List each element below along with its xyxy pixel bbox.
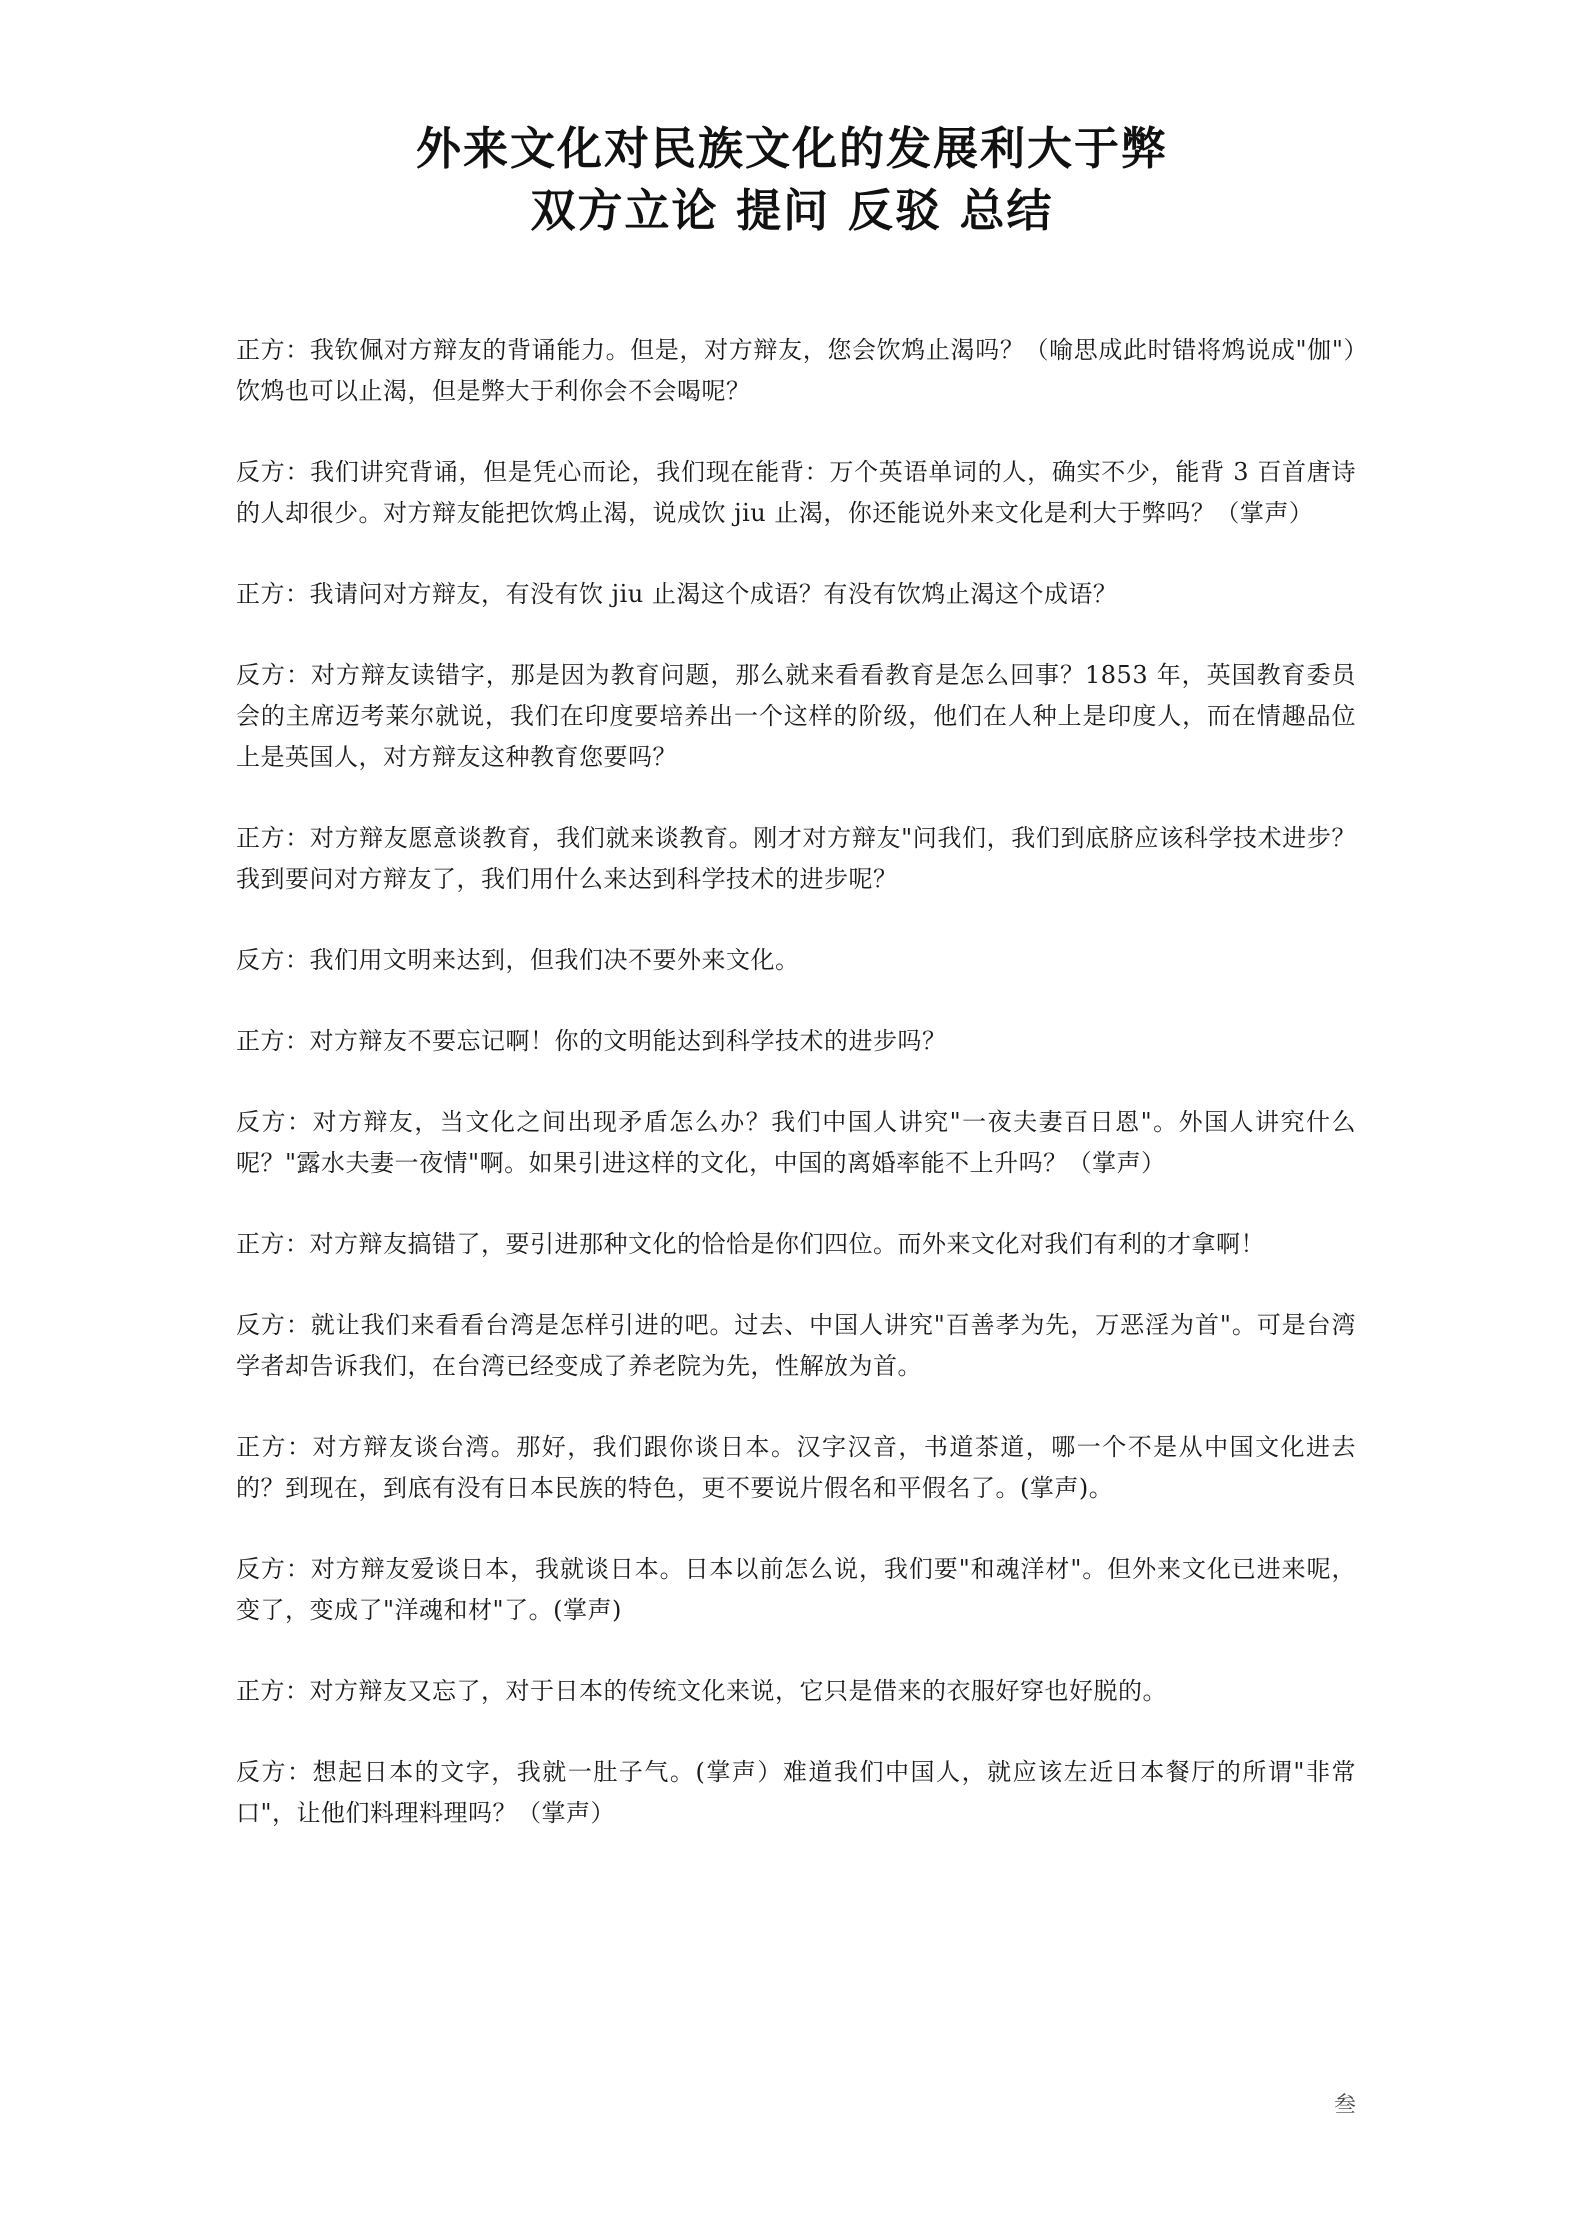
paragraph-text: 我钦佩对方辩友的背诵能力。但是，对方辩友，您会饮鸩止渴吗？（喻思成此时错将鸩说成"伽"）饮鸩也可以止渴，但是弊大于利你会不会喝呢？ [236,336,1356,405]
paragraph-text: 想起日本的文字，我就一肚子气。(掌声）难道我们中国人，就应该左近日本餐厅的所谓"非常口"，让他们料理料理吗？（掌声） [236,1758,1356,1827]
paragraph-text: 对方辩友不要忘记啊！你的文明能达到科学技术的进步吗？ [309,1027,947,1055]
paragraph-text: 对方辩友谈台湾。那好，我们跟你谈日本。汉字汉音，书道茶道，哪一个不是从中国文化进去的？到现在，到底有没有日本民族的特色，更不要说片假名和平假名了。(掌声)。 [236,1433,1357,1502]
title-line-1: 外来文化对民族文化的发展利大于弊 [415,122,1168,175]
paragraph-2 [236,452,1356,534]
paragraph-text: 对方辩友爱谈日本，我就谈日本。日本以前怎么说，我们要"和魂洋材"。但外来文化已进来呢，变了，变成了"洋魂和材"了。(掌声) [236,1555,1357,1624]
paragraph-3 [236,574,1356,615]
paragraph-text: 对方辩友又忘了，对于日本的传统文化来说，它只是借来的衣服好穿也好脱的。 [309,1677,1167,1705]
speaker-label: 正方： [236,580,310,608]
paragraph-8 [236,1102,1356,1184]
speaker-label: 正方： [236,1677,310,1705]
title-line-2: 双方立论 提问 反驳 总结 [530,184,1054,237]
paragraph-4 [236,655,1356,778]
paragraph-10 [236,1305,1356,1387]
paragraph-text: 对方辩友，当文化之间出现矛盾怎么办？我们中国人讲究"一夜夫妻百日恩"。外国人讲究什么呢？"露水夫妻一夜情"啊。如果引进这样的文化，中国的离婚率能不上升吗？（掌声） [236,1108,1357,1177]
paragraph-text: 对方辩友愿意谈教育，我们就来谈教育。刚才对方辩友"问我们，我们到底脐应该科学技术进步？我到要问对方辩友了，我们用什么来达到科学技术的进步呢？ [236,824,1356,893]
paragraph-1 [236,330,1356,412]
paragraph-14 [236,1752,1356,1834]
speaker-label: 反方： [236,1311,311,1339]
speaker-label: 正方： [236,1027,310,1055]
paragraph-text: 对方辩友读错字，那是因为教育问题，那么就来看看教育是怎么回事？1853 年，英国教育委员会的主席迈考莱尔就说，我们在印度要培养出一个这样的阶级，他们在人种上是印度人，而在情趣品位上是英国人，对方辩友这种教育您要吗？ [236,661,1356,771]
speaker-label: 反方： [236,661,311,689]
speaker-label: 反方： [236,458,311,486]
paragraph-11 [236,1427,1356,1509]
paragraph-6 [236,940,1356,981]
paragraph-12 [236,1549,1356,1631]
speaker-label: 反方： [236,1758,313,1786]
document-title [0,118,1584,242]
paragraph-5 [236,818,1356,900]
paragraph-text: 我请问对方辩友，有没有饮 jiu 止渴这个成语？有没有饮鸩止渴这个成语？ [309,580,1118,608]
speaker-label: 正方： [236,336,310,364]
speaker-label: 反方： [236,946,310,974]
speaker-label: 正方： [236,824,310,852]
paragraph-13 [236,1671,1356,1712]
debate-transcript [236,330,1356,1874]
page-number: 叁 [1334,2093,1357,2118]
paragraph-text: 我们用文明来达到，但我们决不要外来文化。 [309,946,800,974]
paragraph-text: 我们讲究背诵，但是凭心而论，我们现在能背：万个英语单词的人，确实不少，能背 3 百首唐诗的人却很少。对方辩友能把饮鸩止渴，说成饮 jiu 止渴，你还能说外来文化是利大于弊吗？（掌声） [236,458,1357,527]
speaker-label: 反方： [236,1555,311,1583]
paragraph-9 [236,1224,1356,1265]
speaker-label: 反方： [236,1108,313,1136]
paragraph-text: 对方辩友搞错了，要引进那种文化的恰恰是你们四位。而外来文化对我们有利的才拿啊！ [309,1230,1265,1258]
paragraph-text: 就让我们来看看台湾是怎样引进的吧。过去、中国人讲究"百善孝为先，万恶淫为首"。可是台湾学者却告诉我们，在台湾已经变成了养老院为先，性解放为首。 [236,1311,1357,1380]
speaker-label: 正方： [236,1230,310,1258]
paragraph-7 [236,1021,1356,1062]
speaker-label: 正方： [236,1433,313,1461]
